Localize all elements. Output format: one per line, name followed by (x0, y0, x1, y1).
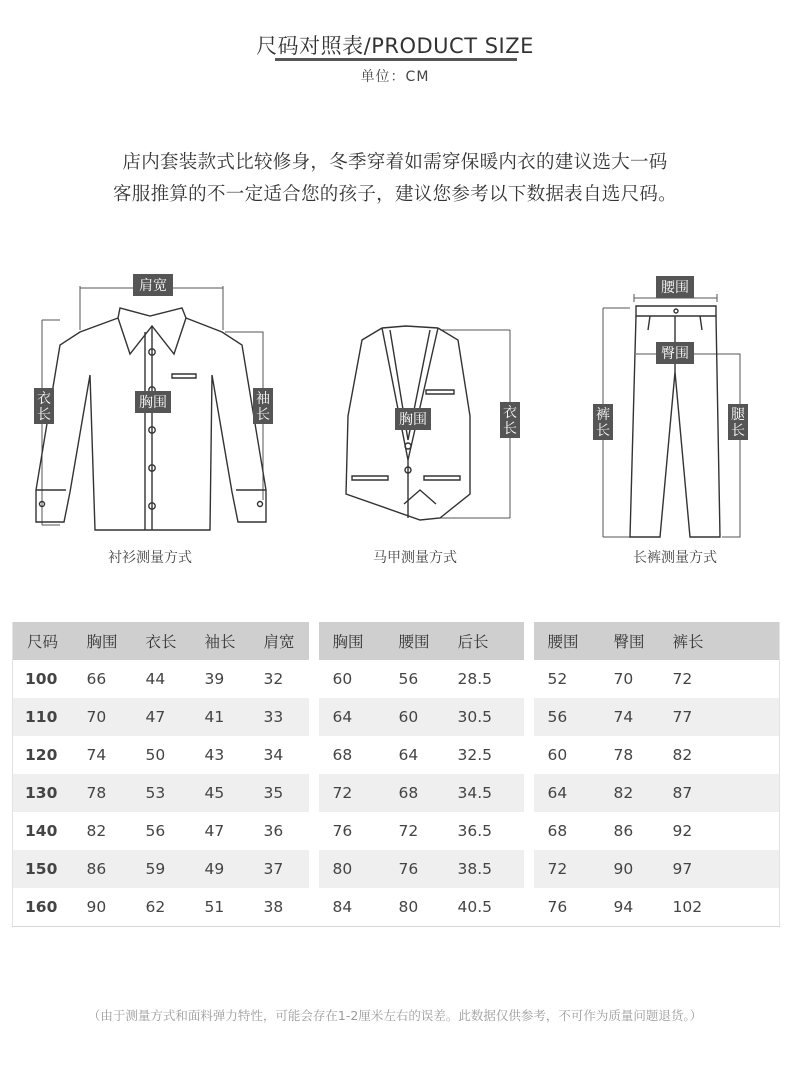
cell: 80 (398, 898, 419, 916)
table-row (13, 850, 780, 888)
shirt-caption: 衬衫测量方式 (108, 550, 192, 566)
cell: 82 (86, 822, 107, 840)
cell: 97 (659, 850, 780, 888)
cell: 76 (332, 822, 353, 840)
cell: 60 (332, 670, 353, 688)
cell: 36.5 (457, 822, 493, 840)
note-line-2: 客服推算的不一定适合您的孩子，建议您参考以下数据表自选尺码。 (112, 184, 677, 205)
header-shirt-chest: 胸围 (73, 622, 132, 660)
page-title: 尺码对照表/PRODUCT SIZE (256, 34, 534, 58)
cell: 32 (263, 670, 284, 688)
cell: 74 (600, 698, 659, 736)
cell: 76 (385, 850, 444, 888)
cell: 45 (191, 774, 250, 812)
pants-diagram (603, 294, 740, 537)
cell: 86 (73, 850, 132, 888)
shirt-shoulder-label: 肩宽 (139, 278, 167, 294)
pants-length-label-2: 长 (596, 423, 610, 439)
cell: 34.5 (444, 774, 524, 812)
cell: 70 (73, 698, 132, 736)
header-hip: 臀围 (600, 622, 659, 660)
cell: 56 (534, 698, 600, 736)
cell: 78 (613, 746, 634, 764)
cell: 56 (398, 670, 419, 688)
cell-size: 160 (25, 898, 58, 916)
cell: 35 (250, 774, 309, 812)
vest-length-label-2: 长 (503, 421, 517, 437)
shirt-chest-label: 胸围 (139, 395, 167, 411)
header-gap (309, 622, 319, 660)
footer-disclaimer: （由于测量方式和面料弹力特性，可能会存在1-2厘米左右的误差。此数据仅供参考，不可作为质量问题退货。） (87, 1008, 703, 1023)
cell: 53 (132, 774, 191, 812)
cell: 87 (659, 774, 780, 812)
unit-label: 单位：CM (360, 69, 430, 85)
cell: 49 (191, 850, 250, 888)
cell: 68 (332, 746, 353, 764)
cell: 41 (191, 698, 250, 736)
cell: 78 (73, 774, 132, 812)
cell: 51 (204, 898, 225, 916)
cell: 37 (250, 850, 309, 888)
cell: 43 (204, 746, 225, 764)
header-vest-chest: 胸围 (319, 622, 385, 660)
vest-length-label-1: 衣 (503, 405, 517, 421)
header-shirt-length: 衣长 (132, 622, 191, 660)
cell: 56 (145, 822, 166, 840)
shirt-labels (34, 274, 273, 566)
cell: 82 (600, 774, 659, 812)
pants-waist-label: 腰围 (661, 280, 689, 296)
header-size: 尺码 (13, 622, 73, 660)
cell: 64 (319, 698, 385, 736)
cell: 77 (659, 698, 780, 736)
cell-size: 140 (25, 822, 58, 840)
cell: 33 (250, 698, 309, 736)
cell: 94 (613, 898, 634, 916)
cell: 39 (204, 670, 225, 688)
table-row (13, 888, 780, 927)
cell: 102 (672, 898, 703, 916)
table-row (13, 774, 780, 812)
cell: 64 (398, 746, 419, 764)
shirt-length-label-2: 长 (37, 407, 51, 423)
cell-size: 100 (25, 670, 58, 688)
cell: 52 (547, 670, 568, 688)
table-row (13, 812, 780, 850)
cell-size: 110 (13, 698, 73, 736)
cell: 68 (385, 774, 444, 812)
cell: 60 (385, 698, 444, 736)
cell: 80 (319, 850, 385, 888)
cell: 34 (263, 746, 284, 764)
measurement-diagrams (0, 260, 790, 590)
table-header-row (13, 622, 780, 660)
pants-leg-label-2: 长 (731, 423, 745, 439)
header-shoulder: 肩宽 (250, 622, 309, 660)
cell: 84 (332, 898, 353, 916)
cell: 86 (613, 822, 634, 840)
shirt-sleeve-label-2: 长 (256, 407, 270, 423)
cell: 47 (204, 822, 225, 840)
header-gap (524, 622, 534, 660)
cell-size: 150 (13, 850, 73, 888)
header-back-length: 后长 (444, 622, 524, 660)
cell: 32.5 (457, 746, 493, 764)
cell: 50 (145, 746, 166, 764)
table-row (13, 698, 780, 736)
pants-leg-label-1: 腿 (731, 407, 745, 423)
header-pants-length: 裤长 (659, 622, 780, 660)
vest-caption: 马甲测量方式 (373, 550, 457, 566)
cell: 28.5 (457, 670, 493, 688)
vest-labels (373, 402, 520, 566)
cell: 47 (132, 698, 191, 736)
cell: 72 (398, 822, 419, 840)
cell: 92 (672, 822, 693, 840)
pants-hip-label: 臀围 (661, 346, 689, 362)
header-vest-waist: 腰围 (385, 622, 444, 660)
cell: 36 (263, 822, 284, 840)
header-pants-waist: 腰围 (534, 622, 600, 660)
vest-chest-label: 胸围 (399, 412, 427, 428)
cell: 90 (600, 850, 659, 888)
cell: 72 (672, 670, 693, 688)
cell: 60 (547, 746, 568, 764)
cell: 90 (86, 898, 107, 916)
cell: 38.5 (444, 850, 524, 888)
cell: 59 (132, 850, 191, 888)
header-sleeve: 袖长 (191, 622, 250, 660)
cell: 72 (319, 774, 385, 812)
cell-size: 130 (13, 774, 73, 812)
cell-size: 120 (25, 746, 58, 764)
shirt-length-label-1: 衣 (37, 391, 51, 407)
shirt-sleeve-label-1: 袖 (256, 391, 270, 407)
pants-caption: 长裤测量方式 (633, 550, 717, 566)
size-table (12, 622, 780, 927)
cell: 66 (86, 670, 107, 688)
cell: 70 (613, 670, 634, 688)
pants-length-label-1: 裤 (596, 407, 610, 423)
cell: 30.5 (444, 698, 524, 736)
cell: 76 (547, 898, 568, 916)
cell: 44 (145, 670, 166, 688)
table-row (13, 736, 780, 774)
cell: 38 (263, 898, 284, 916)
cell: 72 (534, 850, 600, 888)
cell: 40.5 (457, 898, 493, 916)
cell: 74 (86, 746, 107, 764)
cell: 64 (534, 774, 600, 812)
cell: 62 (145, 898, 166, 916)
cell: 82 (672, 746, 693, 764)
cell: 68 (547, 822, 568, 840)
note-line-1: 店内套装款式比较修身，冬季穿着如需穿保暖内衣的建议选大一码 (122, 152, 668, 173)
table-row (13, 660, 780, 698)
title-underline (275, 58, 517, 61)
